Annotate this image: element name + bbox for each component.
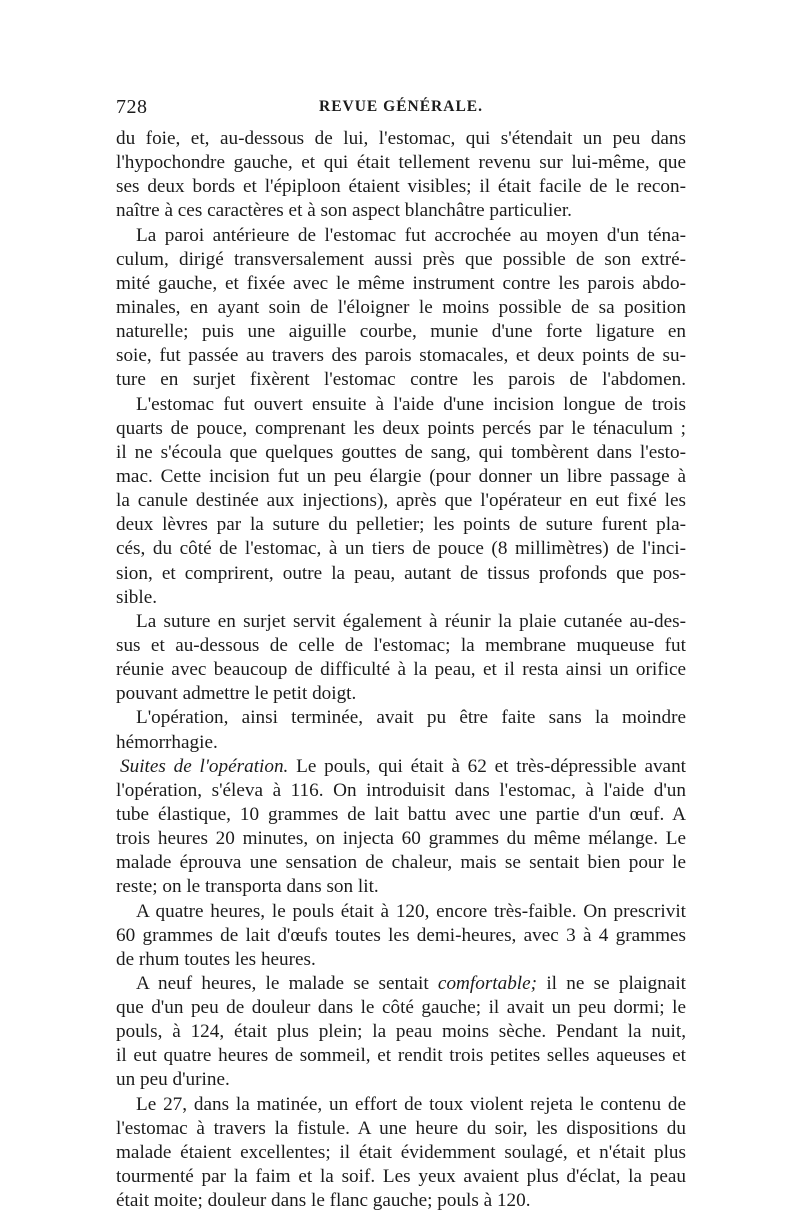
text-line: L'estomac fut ouvert ensuite à l'aide d'une incision longue de trois [136, 393, 686, 415]
text-line: réunie avec beaucoup de difficulté à la peau, et il resta ainsi un orifice [116, 659, 686, 681]
text-line: ture en surjet fixèrent l'estomac contre les parois de l'abdomen. [116, 369, 686, 391]
text-line: pouls, à 124, était plus plein; la peau moins sèche. Pendant la nuit, [116, 1021, 686, 1043]
text-line: quarts de pouce, comprenant les deux points percés par le ténaculum ; [116, 417, 686, 439]
text-line: mité gauche, et fixée avec le même instrument contre les parois abdo- [116, 272, 686, 294]
text-line: minales, en ayant soin de l'éloigner le moins possible de sa position [116, 296, 686, 318]
text-line: cés, du côté de l'estomac, à un tiers de pouce (8 millimètres) de l'inci- [116, 538, 686, 560]
text-line: de rhum toutes les heures. [116, 948, 316, 970]
italic-word: comfortable; [437, 972, 538, 994]
text-line: hémorrhagie. [116, 731, 218, 753]
page-number: 728 [116, 96, 148, 118]
text-line-with-section-title [116, 755, 686, 779]
text-line: il ne s'écoula que quelques gouttes de sang, qui tombèrent dans l'esto- [116, 441, 686, 463]
text-line: pouvant admettre le petit doigt. [116, 683, 357, 705]
text-line: que d'un peu de douleur dans le côté gauche; il avait un peu dormi; le [116, 997, 686, 1019]
text-fragment: Le pouls, qui était à 62 et très-dépressible avant [296, 755, 686, 777]
text-line: trois heures 20 minutes, on injecta 60 grammes du même mélange. Le [116, 828, 686, 850]
text-line: tube élastique, 10 grammes de lait battu avec une partie d'un œuf. A [116, 803, 686, 825]
text-line: 60 grammes de lait d'œufs toutes les demi-heures, avec 3 à 4 grammes [116, 924, 686, 946]
text-line: l'hypochondre gauche, et qui était tellement revenu sur lui-même, que [116, 152, 686, 174]
text-line: sible. [116, 586, 158, 608]
text-line: reste; on le transporta dans son lit. [116, 876, 379, 898]
text-line: il eut quatre heures de sommeil, et rendit trois petites selles aqueuses et [116, 1045, 686, 1067]
text-line-with-italic [116, 972, 686, 996]
text-line: l'opération, s'éleva à 116. On introduisit dans l'estomac, à l'aide d'un [116, 779, 686, 801]
text-line: sus et au-dessous de celle de l'estomac; la membrane muqueuse fut [116, 634, 686, 656]
text-line: du foie, et, au-dessous de lui, l'estomac, qui s'étendait un peu dans [116, 128, 686, 149]
text-line: La suture en surjet servit également à réunir la plaie cutanée au-des- [136, 610, 686, 632]
running-head [116, 96, 686, 124]
text-line: ses deux bords et l'épiploon étaient visibles; il était facile de le recon- [116, 176, 686, 198]
text-line: mac. Cette incision fut un peu élargie (pour donner un libre passage à [116, 465, 686, 487]
text-line: malade étaient excellentes; il était évidemment soulagé, et n'était plus [116, 1141, 686, 1163]
text-line: naître à ces caractères et à son aspect blanchâtre particulier. [116, 200, 572, 222]
text-line: tourmenté par la faim et la soif. Les yeux avaient plus d'éclat, la peau [116, 1166, 686, 1188]
text-line: la canule destinée aux injections), après que l'opérateur en eut fixé les [116, 490, 686, 512]
text-line: malade éprouva une sensation de chaleur, mais se sentait bien pour le [116, 852, 686, 874]
text-fragment: A neuf heures, le malade se sentait [136, 972, 429, 994]
text-fragment: il ne se plaignait [546, 972, 686, 994]
body-text [116, 127, 686, 1213]
text-line: Le 27, dans la matinée, un effort de toux violent rejeta le contenu de [136, 1093, 686, 1115]
text-line: un peu d'urine. [116, 1069, 230, 1091]
text-line: A quatre heures, le pouls était à 120, encore très-faible. On prescrivit [136, 900, 686, 922]
text-line: l'estomac à travers la fistule. A une heure du soir, les dispositions du [116, 1117, 686, 1139]
journal-title: REVUE GÉNÉRALE. [319, 98, 483, 115]
section-title: Suites de l'opération. [120, 755, 289, 777]
text-line: sion, et comprirent, outre la peau, autant de tissus profonds que pos- [116, 562, 686, 584]
text-line: soie, fut passée au travers des parois stomacales, et deux points de su- [116, 345, 686, 367]
text-line: deux lèvres par la suture du pelletier; les points de suture furent pla- [116, 514, 686, 536]
text-line: L'opération, ainsi terminée, avait pu être faite sans la moindre [136, 707, 686, 729]
text-line: culum, dirigé transversalement aussi près que possible de son extré- [116, 248, 686, 270]
text-line: naturelle; puis une aiguille courbe, munie d'une forte ligature en [116, 321, 686, 343]
text-line: La paroi antérieure de l'estomac fut accrochée au moyen d'un téna- [136, 224, 686, 246]
text-line: était moite; douleur dans le flanc gauche; pouls à 120. [116, 1190, 531, 1212]
